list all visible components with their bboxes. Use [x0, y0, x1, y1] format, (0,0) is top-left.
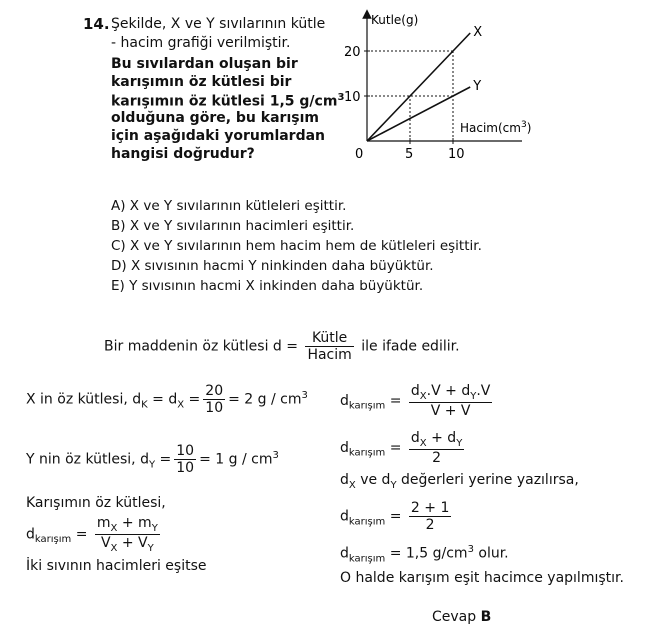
question-intro-line-2: - hacim grafiği verilmiştir. [111, 35, 291, 51]
question-bold-line-3 [111, 92, 344, 110]
answer-value: B [480, 609, 492, 625]
mix-step-3-fraction: $\frac{2 + 1}{2}$ [410, 500, 450, 533]
question-bold-line-5: için aşağıdaki yorumlardan [111, 128, 326, 144]
axis-ticks [344, 45, 465, 162]
option-d: D) X sıvısının hacmi Y ninkinden daha büyüktür. [111, 258, 434, 274]
mix-step-3: $d_{karışım}$ = $\frac{2 + 1}{2}$ [340, 500, 450, 533]
density-statement: karışımın öz kütlesi 1,5 g/cm [111, 93, 338, 110]
option-e: E) Y sıvısının hacmi X inkinden daha büyüktür. [111, 278, 424, 294]
x-tick-label-1: 10 [448, 147, 465, 162]
y-axis-label: Kutle(g) [371, 13, 419, 27]
mass-volume-chart [340, 8, 550, 168]
option-b: B) X ve Y sıvılarının hacimleri eşittir. [111, 218, 355, 234]
mix-step-2: $d_{karışım}$ = $\frac{d_X + d_Y}{2}$ [340, 430, 463, 466]
mix-title: Karışımın öz kütlesi, [26, 495, 166, 511]
mix-step-1: $d_{karışım}$ = $\frac{d_X.V + d_Y.V}{V + V}$ [340, 383, 491, 419]
option-a: A) X ve Y sıvılarının kütleleri eşittir. [111, 198, 347, 214]
x-axis-label: $Hacim(cm^3)$ [460, 120, 532, 135]
substitution-note: $d_X$ ve $d_Y$ değerleri yerine yazılırsa, [340, 472, 579, 491]
density-fraction: $\frac{\text{Kütle}}{\text{Hacim}}$ [307, 330, 352, 363]
question-bold-line-1: Bu sıvılardan oluşan bir [111, 56, 298, 72]
question-bold-line-2: karışımın öz kütlesi bir [111, 74, 292, 90]
x-density-fraction: $\frac{20}{10}$ [205, 383, 224, 416]
y-density-fraction: $\frac{10}{10}$ [176, 443, 195, 476]
density-definition: Bir maddenin öz kütlesi d = $\frac{\text{Kütle}}{\text{Hacim}}$ ile ifade edilir. [104, 330, 460, 363]
equal-volume-note: İki sıvının hacimleri eşitse [26, 558, 207, 574]
y-tick-label-1: 20 [344, 45, 361, 60]
conclusion: O halde karışım eşit hacimce yapılmıştır. [340, 570, 624, 586]
x-density-calc: X in öz kütlesi, $d_K = d_X$ = $\frac{20}{10}$ = 2 g / $cm^3$ [26, 383, 308, 416]
mix-formula: $d_{karışım}$ = $\frac{m_X + m_Y}{V_X + V_Y}$ [26, 515, 158, 554]
y-tick-label-0: 10 [344, 90, 361, 105]
density-unit-sup: 3 [337, 92, 345, 103]
series-label-X: X [473, 25, 483, 40]
mix-result: $d_{karışım} = 1,5$ $g/cm^3$ olur. [340, 544, 509, 565]
option-c: C) X ve Y sıvılarının hem hacim hem de kütleleri eşittir. [111, 238, 482, 254]
question-bold-line-6: hangisi doğrudur? [111, 146, 255, 162]
question-intro-line-1: Şekilde, X ve Y sıvılarının kütle [111, 16, 326, 32]
x-tick-label-0: 5 [405, 147, 414, 162]
answer: Cevap B [432, 609, 492, 625]
question-number: 14. [83, 15, 110, 33]
y-density-calc: Y nin öz kütlesi, $d_Y$ = $\frac{10}{10}$ = 1 g / $cm^3$ [26, 443, 279, 476]
series-label-Y: Y [473, 79, 482, 94]
mix-fraction: $\frac{m_X + m_Y}{V_X + V_Y}$ [96, 515, 158, 554]
mix-step-2-fraction: $\frac{d_X + d_Y}{2}$ [410, 430, 463, 466]
series-line-Y [367, 87, 470, 141]
mix-step-1-fraction: $\frac{d_X.V + d_Y.V}{V + V}$ [410, 383, 491, 419]
origin-label: 0 [355, 147, 364, 162]
question-bold-line-4: olduğuna göre, bu karışım [111, 110, 319, 126]
series-line-X [367, 33, 470, 141]
